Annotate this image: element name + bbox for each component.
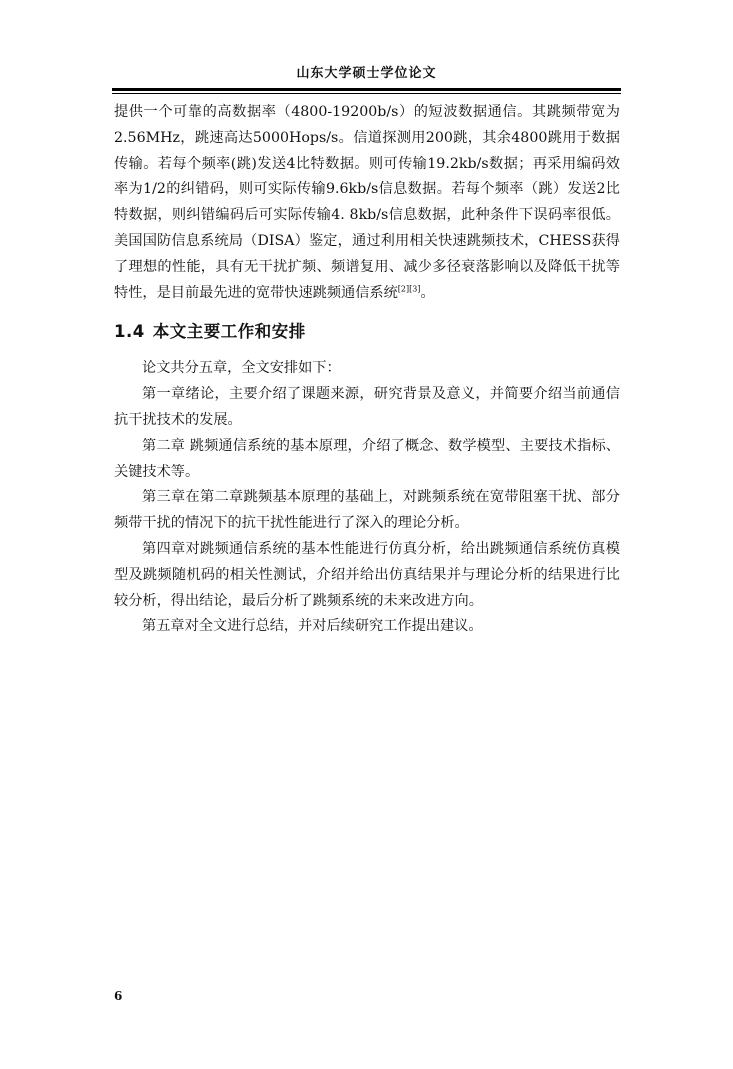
- page-number: 6: [114, 989, 123, 1003]
- running-header: 山东大学硕士学位论文: [296, 66, 437, 81]
- paragraph-chapter-5: 第五章对全文进行总结，并对后续研究工作提出建议。: [142, 618, 483, 635]
- paragraph-chapter-4: 第四章对跳频通信系统的基本性能进行仿真分析，给出跳频通信系统仿真模型及跳频随机码的相关性测试，介绍并给出仿真结果并与理论分析的结果进行比较分析，得出结论，最后分析了跳频系统的未来改进方向。: [114, 540, 620, 609]
- intro-paragraph: [114, 100, 620, 306]
- paragraph-chapter-3: 第三章在第二章跳频基本原理的基础上，对跳频系统在宽带阻塞干扰、部分频带干扰的情况下的抗干扰性能进行了深入的理论分析。: [114, 489, 620, 532]
- header-rule-thick: [112, 88, 621, 91]
- header-rule-thin: [112, 93, 621, 94]
- paragraph-chapter-2: 第二章 跳频通信系统的基本原理，介绍了概念、数学模型、主要技术指标、关键技术等。: [114, 437, 620, 480]
- body-content: [114, 100, 620, 640]
- section-heading: [114, 320, 620, 344]
- citation-ref: [2][3]: [397, 283, 421, 293]
- section-number: 1.4: [114, 322, 145, 342]
- section-title: 本文主要工作和安排: [152, 322, 306, 342]
- intro-paragraph-end: 。: [420, 284, 435, 301]
- intro-paragraph-text: 提供一个可靠的高数据率（4800-19200b/s）的短波数据通信。其跳频带宽为2.56MHz，跳速高达5000Hops/s。信道探测用200跳，其余4800跳用于数据传输。若每个频率(跳)发送4比特数据。则可传输19.2kb/s数据；再采用编码效率为1/2的纠错码，则可实际传输9.6kb/s信息数据。若每个频率（跳）发送2比特数据，则纠错编码后可实际传输4. 8kb/s信息数据，此种条件下误码率很低。美国国防信息系统局（DISA）鉴定，通过利用相关快速跳频技术，CHESS获得了理想的性能，具有无干扰扩频、频谱复用、减少多径衰落影响以及降低干扰等特性，是目前最先进的宽带快速跳频通信系统: [114, 104, 620, 301]
- paragraph-chapter-1: 第一章绪论，主要介绍了课题来源，研究背景及意义，并简要介绍当前通信抗干扰技术的发展。: [114, 386, 620, 428]
- paragraph-overview: 论文共分五章，全文安排如下：: [142, 360, 341, 377]
